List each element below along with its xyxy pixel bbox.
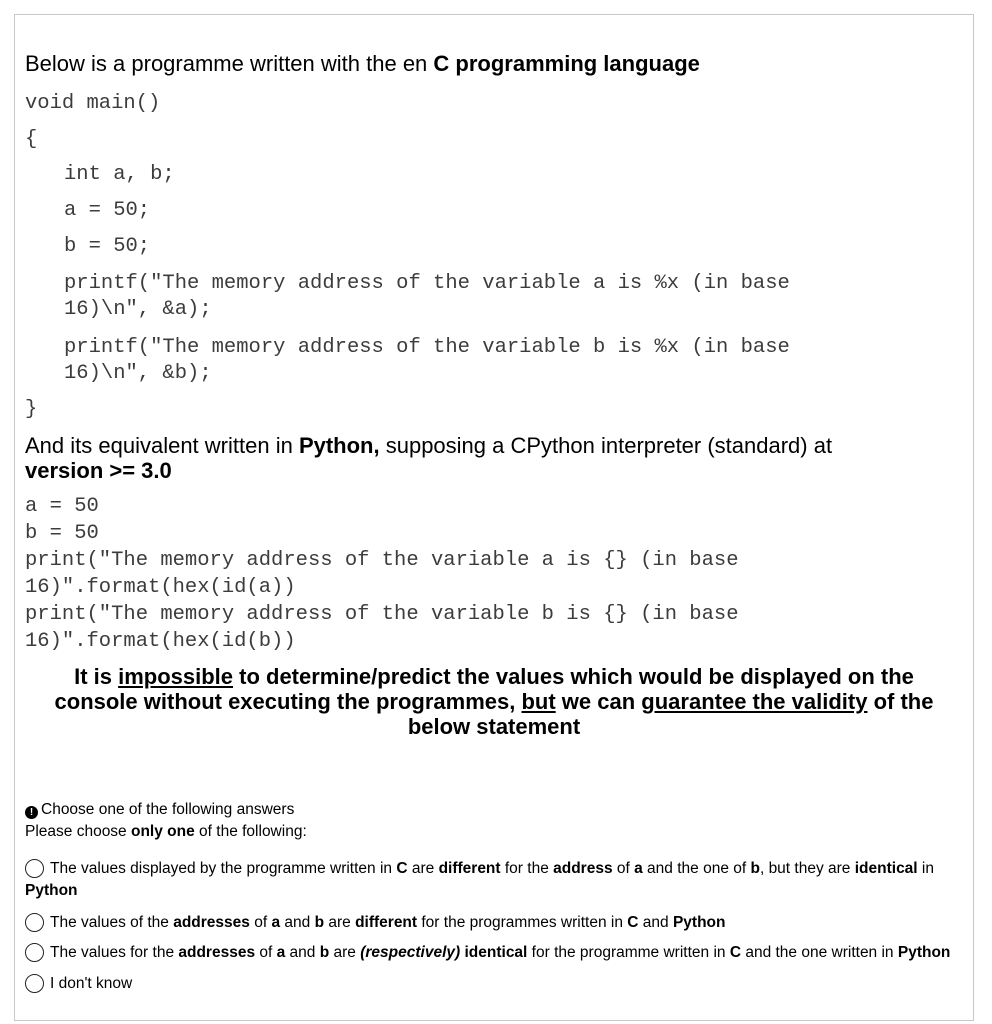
radio-button[interactable] [25, 859, 44, 878]
option-text-segment: Python [897, 944, 951, 961]
answer-option[interactable] [25, 942, 950, 964]
answer-option[interactable] [25, 973, 132, 995]
answer-option[interactable]: The values displayed by the programme written in C are different for the address of a and the one of b, but they are identical in Python [25, 860, 934, 899]
code-line: 16)".format(hex(id(a)) [25, 576, 296, 599]
option-text-segment: identical [854, 860, 918, 877]
option-text-segment: b [750, 860, 760, 877]
code-line: b = 50; [64, 235, 151, 258]
radio-button[interactable] [25, 943, 44, 962]
option-text-segment: address [553, 860, 613, 877]
python-intro: And its equivalent written in Python, supposing a CPython interpreter (standard) at version >= 3.0 [25, 433, 833, 483]
code-line: } [25, 398, 38, 421]
code-line: b = 50 [25, 522, 99, 545]
question-intro: Below is a programme written with the en C programming language [25, 51, 700, 76]
option-text-segment: I don't know [50, 975, 133, 992]
option-text-segment: and the one written in [741, 944, 898, 961]
option-text-segment: of [612, 860, 635, 877]
question-statement: It is impossible to determine/predict the values which would be displayed on the console without executing the programmes, but we can guarantee the validity of the below statement [54, 664, 934, 739]
option-text-segment: addresses [173, 914, 250, 931]
option-text-segment: and [285, 944, 320, 961]
option-text-segment: C [729, 944, 742, 961]
option-text-segment: different [438, 860, 501, 877]
option-text-segment: and [280, 914, 315, 931]
option-text-segment: b [314, 914, 325, 931]
option-text-segment: for the programmes written in [417, 914, 628, 931]
option-text-segment: different [355, 914, 418, 931]
option-text-segment: C [396, 860, 408, 877]
option-text-segment: and the one of [642, 860, 751, 877]
option-text-segment: of [249, 914, 272, 931]
question-panel [14, 14, 974, 1021]
code-line: print("The memory address of the variable b is {} (in base [25, 603, 739, 626]
code-line: a = 50 [25, 495, 99, 518]
answer-option[interactable] [25, 912, 725, 934]
option-text-segment: and [638, 914, 673, 931]
code-line: 16)\n", &b); [64, 362, 212, 385]
option-text-segment: a [271, 914, 281, 931]
code-line: print("The memory address of the variable a is {} (in base [25, 549, 739, 572]
radio-button[interactable] [25, 974, 44, 993]
option-text-segment: for the [500, 860, 554, 877]
exclamation-icon: ! [25, 806, 38, 819]
option-text-segment: of [255, 944, 277, 961]
option-text-segment: addresses [178, 944, 256, 961]
answer-help: ! Choose one of the following answers Please choose only one of the following: [25, 801, 307, 840]
option-text-segment: , but they are [759, 860, 855, 877]
option-text-segment: are [324, 914, 356, 931]
option-text-segment: are [329, 944, 361, 961]
option-text-segment: a [276, 944, 286, 961]
code-line: { [25, 128, 38, 151]
option-text-segment: C [627, 914, 639, 931]
option-text-segment: b [319, 944, 330, 961]
code-line: 16)\n", &a); [64, 298, 212, 321]
code-line: 16)".format(hex(id(b)) [25, 630, 296, 653]
code-line: printf("The memory address of the variable b is %x (in base [64, 336, 790, 359]
code-line: void main() [25, 92, 161, 115]
radio-button[interactable] [25, 913, 44, 932]
option-text-segment: in [917, 860, 934, 877]
option-text-segment: a [634, 860, 643, 877]
option-text-segment: for the programme written in [527, 944, 730, 961]
code-line: printf("The memory address of the variable a is %x (in base [64, 272, 790, 295]
option-text-segment: identical [464, 944, 528, 961]
option-text-segment: The values displayed by the programme written in [50, 860, 397, 877]
code-line: a = 50; [64, 199, 151, 222]
option-text-segment: Python [672, 914, 726, 931]
option-text-segment: The values for the [50, 944, 179, 961]
code-line: int a, b; [64, 163, 175, 186]
option-text-segment: are [407, 860, 439, 877]
option-text-segment: The values of the [50, 914, 174, 931]
option-text-segment: (respectively) [360, 944, 461, 961]
